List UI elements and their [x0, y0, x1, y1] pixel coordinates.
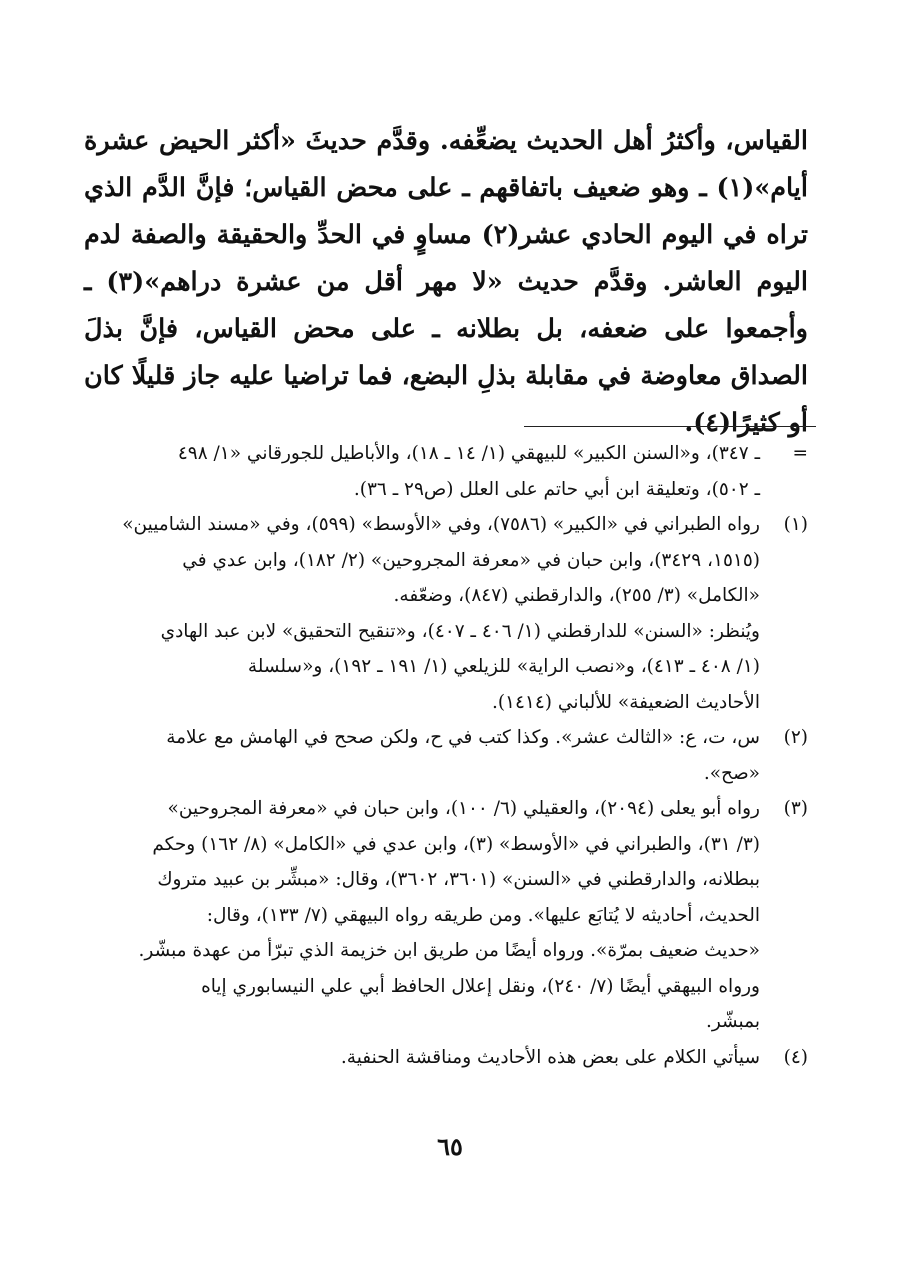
footnote-line: (٣/ ٣١)، والطبراني في «الأوسط» (٣)، وابن عدي في «الكامل» (٨/ ١٦٢) وحكم: [152, 833, 760, 855]
footnote-body: [84, 507, 760, 720]
footnotes: [84, 436, 808, 1075]
footnote-line: س، ت، ع: «الثالث عشر». وكذا كتب في ح، ولكن صحح في الهامش مع علامة: [166, 727, 760, 748]
footnote-line: بمبشّر.: [705, 1011, 760, 1032]
footnote-continued: [84, 436, 808, 507]
footnote-body: [84, 436, 760, 507]
footnote-2: [84, 720, 808, 791]
footnote-line: ويُنظر: «السنن» للدارقطني (١/ ٤٠٦ ـ ٤٠٧)، و«تنقيح التحقيق» لابن عبد الهادي: [160, 620, 760, 642]
footnote-line: ورواه البيهقي أيضًا (٧/ ٢٤٠)، ونقل إعلال الحافظ أبي علي النيسابوري إياه: [201, 975, 760, 997]
footnote-line: ببطلانه، والدارقطني في «السنن» (٣٦٠١، ٣٦٠٢)، وقال: «مبشِّر بن عبيد متروك: [157, 869, 760, 890]
footnote-separator: [524, 426, 816, 427]
footnote-line: «صح».: [703, 762, 760, 784]
footnote-line: (١٥١٥، ٣٤٢٩)، وابن حبان في «معرفة المجروحين» (٢/ ١٨٢)، وابن عدي في: [182, 549, 760, 571]
footnote-line: «حديث ضعيف بمرّة». ورواه أيضًا من طريق ابن خزيمة الذي تبرّأ من عهدة مبشّر.: [138, 940, 760, 961]
footnote-line: ـ ٥٠٢)، وتعليقة ابن أبي حاتم على العلل (ص٢٩ ـ ٣٦).: [353, 478, 760, 500]
footnote-line: الحديث، أحاديثه لا يُتابَع عليها». ومن طريقه رواه البيهقي (٧/ ١٣٣)، وقال:: [206, 904, 760, 926]
footnote-body: [84, 1040, 760, 1076]
footnote-line: رواه الطبراني في «الكبير» (٧٥٨٦)، وفي «الأوسط» (٥٩٩)، وفي «مسند الشاميين»: [122, 514, 760, 535]
page-number: ٦٥: [437, 1132, 463, 1161]
footnote-line: الأحاديث الضعيفة» للألباني (١٤١٤).: [491, 691, 760, 713]
footnote-mark: (٢): [783, 727, 808, 748]
main-text: [84, 118, 808, 447]
footnote-line: رواه أبو يعلى (٢٠٩٤)، والعقيلي (٦/ ١٠٠)، وابن حبان في «معرفة المجروحين»: [167, 798, 760, 819]
footnote-line: سيأتي الكلام على بعض هذه الأحاديث ومناقشة الحنفية.: [340, 1046, 760, 1068]
footnote-4: [84, 1040, 808, 1076]
footnote-body: [84, 720, 760, 791]
main-paragraph: القياس، وأكثرُ أهل الحديث يضعِّفه. وقدَّم حديثَ «أكثر الحيض عشرة أيام»(١) ـ وهو ضعيف باتفاقهم ـ على محض القياس؛ فإنَّ الدَّم الذي تراه في اليوم الحادي عشر(٢) مساوٍ في الحدِّ والحقيقة والصفة لدم اليوم العاشر. وقدَّم حديث «لا مهر أقل من عشرة دراهم»(٣) ـ وأجمعوا على ضعفه، بل بطلانه ـ على محض القياس، فإنَّ بذلَ الصداق معاوضة في مقابلة بذلِ البضع، فما تراضيا عليه جاز قليلًا كان أو كثيرًا(٤).: [84, 126, 808, 438]
footnote-3: [84, 791, 808, 1040]
footnote-mark: =: [792, 443, 808, 464]
footnote-body: [84, 791, 760, 1040]
footnote-mark: (٤): [783, 1046, 808, 1068]
footnote-mark: (١): [783, 514, 808, 535]
footnote-line: «الكامل» (٣/ ٢٥٥)، والدارقطني (٨٤٧)، وضعّفه.: [393, 585, 760, 606]
footnote-mark: (٣): [783, 798, 808, 819]
footnote-1: [84, 507, 808, 720]
footnote-line: ـ ٣٤٧)، و«السنن الكبير» للبيهقي (١/ ١٤ ـ ١٨)، والأباطيل للجورقاني «١/ ٤٩٨: [177, 443, 760, 464]
footnote-line: (١/ ٤٠٨ ـ ٤١٣)، و«نصب الراية» للزيلعي (١/ ١٩١ ـ ١٩٢)، و«سلسلة: [247, 656, 760, 677]
